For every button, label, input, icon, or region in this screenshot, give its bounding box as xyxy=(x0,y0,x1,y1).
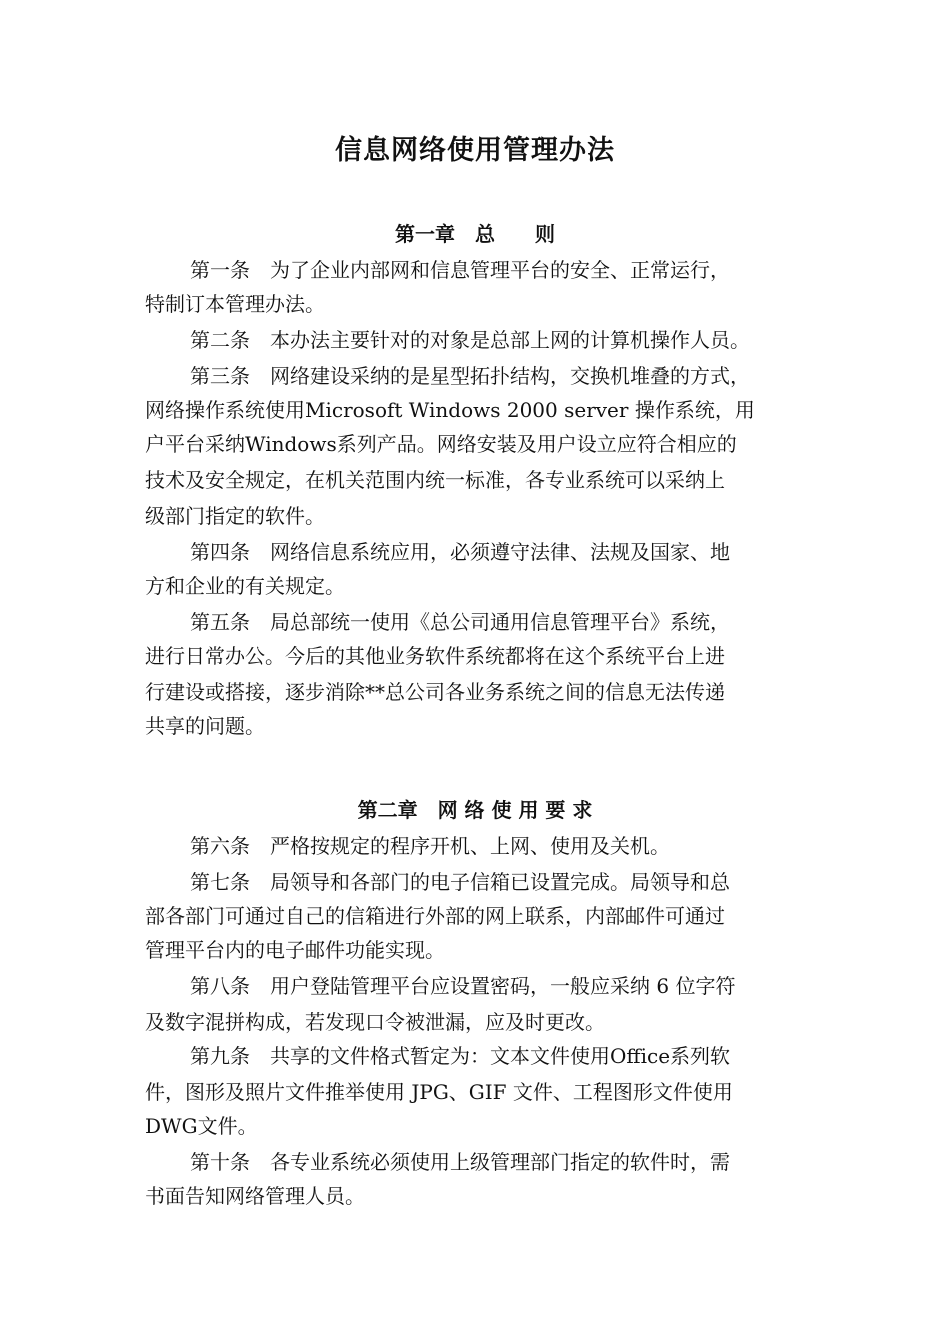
article-7-line: 管理平台内的电子邮件功能实现。 xyxy=(145,938,445,962)
article-9-line: 第九条 共享的文件格式暂定为：文本文件使用Office系列软 xyxy=(190,1044,731,1068)
chapter-heading-2: 第二章 网 络 使 用 要 求 xyxy=(357,798,593,822)
article-3-line: 户平台采纳Windows系列产品。网络安装及用户设立应符合相应的 xyxy=(145,432,737,456)
article-1-line: 特制订本管理办法。 xyxy=(145,292,325,316)
article-4-line: 第四条 网络信息系统应用，必须遵守法律、法规及国家、地 xyxy=(190,540,730,564)
article-10-line: 书面告知网络管理人员。 xyxy=(145,1184,365,1208)
article-6-line: 第六条 严格按规定的程序开机、上网、使用及关机。 xyxy=(190,834,670,858)
article-5-line: 行建设或搭接，逐步消除**总公司各业务系统之间的信息无法传递 xyxy=(145,680,725,704)
article-2-line: 第二条 本办法主要针对的对象是总部上网的计算机操作人员。 xyxy=(190,328,750,352)
article-3-line: 网络操作系统使用Microsoft Windows 2000 server 操作系统，用 xyxy=(145,398,755,422)
article-1-line: 第一条 为了企业内部网和信息管理平台的安全、正常运行， xyxy=(190,258,730,282)
article-9-line: 件，图形及照片文件推举使用 JPG、GIF 文件、工程图形文件使用 xyxy=(145,1080,733,1104)
article-10-line: 第十条 各专业系统必须使用上级管理部门指定的软件时，需 xyxy=(190,1150,730,1174)
article-3-line: 第三条 网络建设采纳的是星型拓扑结构，交换机堆叠的方式， xyxy=(190,364,750,388)
article-5-line: 进行日常办公。今后的其他业务软件系统都将在这个系统平台上进 xyxy=(145,644,725,668)
article-8-line: 及数字混拼构成，若发现口令被泄漏，应及时更改。 xyxy=(145,1010,605,1034)
article-5-line: 第五条 局总部统一使用《总公司通用信息管理平台》系统， xyxy=(190,610,730,634)
chapter-heading-1: 第一章 总 则 xyxy=(395,222,555,246)
article-9-line: DWG文件。 xyxy=(145,1114,258,1138)
article-7-line: 第七条 局领导和各部门的电子信箱已设置完成。局领导和总 xyxy=(190,870,730,894)
article-7-line: 部各部门可通过自己的信箱进行外部的网上联系，内部邮件可通过 xyxy=(145,904,725,928)
article-3-line: 级部门指定的软件。 xyxy=(145,504,325,528)
article-8-line: 第八条 用户登陆管理平台应设置密码，一般应采纳 6 位字符 xyxy=(190,974,736,998)
document-title: 信息网络使用管理办法 xyxy=(335,135,615,166)
article-3-line: 技术及安全规定，在机关范围内统一标准，各专业系统可以采纳上 xyxy=(145,468,725,492)
article-5-line: 共享的问题。 xyxy=(145,714,265,738)
article-4-line: 方和企业的有关规定。 xyxy=(145,574,345,598)
